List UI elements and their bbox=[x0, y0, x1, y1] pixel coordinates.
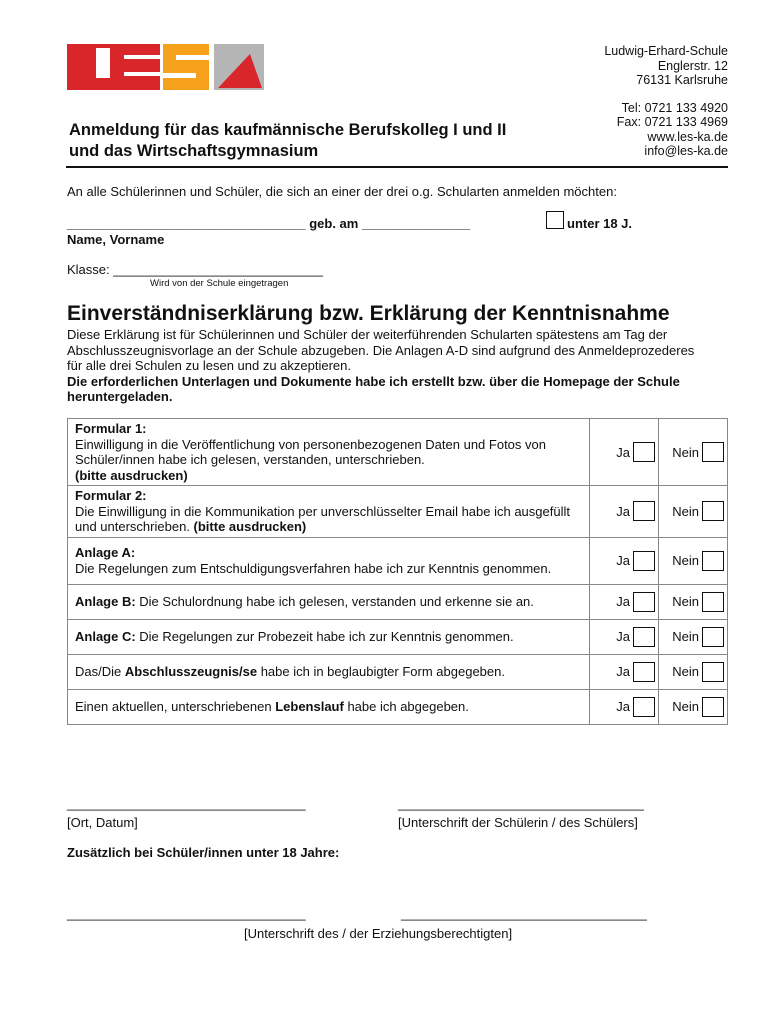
statement-text: Einen aktuellen, unterschriebenen bbox=[75, 698, 276, 714]
class-note: Wird von der Schule eingetragen bbox=[150, 278, 289, 289]
fax: Fax: 0721 133 4969 bbox=[616, 115, 728, 129]
address-line: 76131 Karlsruhe bbox=[636, 73, 728, 87]
form-title: Anmeldung für das kaufmännische Berufskolleg I und II und das Wirtschaftsgymnasium bbox=[69, 121, 507, 160]
statement-text: Anlage C: bbox=[75, 628, 136, 644]
ja-cell bbox=[590, 584, 659, 619]
statement-text: (bitte ausdrucken) bbox=[75, 467, 188, 483]
nein-checkbox[interactable] bbox=[702, 501, 724, 521]
row-statement bbox=[68, 419, 590, 486]
section-heading: Einverständniserklärung bzw. Erklärung der Kenntnisnahme bbox=[67, 302, 670, 325]
email-link[interactable]: info@les-ka.de bbox=[644, 144, 728, 158]
ja-checkbox[interactable] bbox=[633, 592, 655, 612]
statement-text: Formular 1: bbox=[75, 421, 147, 436]
ja-checkbox[interactable] bbox=[633, 442, 655, 462]
nein-label: Nein bbox=[672, 553, 699, 568]
row-statement bbox=[68, 689, 590, 724]
instructions-paragraph: Diese Erklärung ist für Schülerinnen und Schüler der weiterführenden Schularten spätestens am Tag der Abschlusszeugnisvorlage an der Schule abzugeben. Die Anlagen A-D sind aufgrund des Anmeldeprozederes für alle drei Schulen zu lesen und zu akzeptieren. Die erforderlichen Unterlagen und Dokumente habe ich erstellt bzw. über die Homepage der Schule heruntergeladen. bbox=[67, 327, 695, 404]
statement-text: Abschlusszeugnis/se bbox=[124, 663, 258, 679]
guardian-signature-label: [Unterschrift des / der Erziehungsberechtigten] bbox=[244, 926, 513, 941]
statement-text: Formular 2: bbox=[75, 488, 147, 503]
nein-label: Nein bbox=[672, 594, 699, 609]
row-statement bbox=[68, 619, 590, 654]
ja-cell bbox=[590, 419, 659, 486]
table-row bbox=[68, 619, 728, 654]
school-address bbox=[604, 44, 728, 159]
nein-cell bbox=[659, 486, 728, 538]
ja-cell bbox=[590, 689, 659, 724]
logo-letter-s-block bbox=[163, 44, 209, 90]
ja-label: Ja bbox=[616, 629, 630, 644]
header-divider bbox=[66, 166, 728, 168]
nein-checkbox[interactable] bbox=[702, 697, 724, 717]
guardian-place-line[interactable]: _________________________________ bbox=[67, 906, 306, 921]
under-18-note: Zusätzlich bei Schüler/innen unter 18 Jahre: bbox=[67, 845, 340, 860]
ja-checkbox[interactable] bbox=[633, 551, 655, 571]
name-field[interactable]: _________________________________ bbox=[67, 216, 306, 231]
ja-cell bbox=[590, 537, 659, 584]
row-statement bbox=[68, 486, 590, 538]
ja-label: Ja bbox=[616, 503, 630, 519]
table-row bbox=[68, 537, 728, 584]
ja-checkbox[interactable] bbox=[633, 627, 655, 647]
nein-label: Nein bbox=[672, 629, 699, 644]
statement-text: Die Regelungen zur Probezeit habe ich zur Kenntnis genommen. bbox=[135, 628, 514, 644]
name-label: Name, Vorname bbox=[67, 232, 165, 247]
row-statement bbox=[68, 537, 590, 584]
student-signature-line[interactable]: __________________________________ bbox=[398, 796, 644, 811]
row-statement bbox=[68, 654, 590, 689]
ja-label: Ja bbox=[616, 444, 630, 460]
statement-text: Die Schulordnung habe ich gelesen, verstanden und erkenne sie an. bbox=[135, 593, 534, 609]
name-birth-line: _________________________________ geb. am _______________ bbox=[67, 216, 471, 231]
class-line: Klasse: _____________________________ bbox=[67, 262, 323, 277]
nein-checkbox[interactable] bbox=[702, 442, 724, 462]
birthdate-field[interactable]: _______________ bbox=[361, 216, 471, 231]
table-row bbox=[68, 654, 728, 689]
place-date-line[interactable]: _________________________________ bbox=[67, 796, 306, 811]
statement-text: habe ich abgegeben. bbox=[343, 698, 469, 714]
statement-text: Das/Die bbox=[75, 663, 125, 679]
statement-text: Die Regelungen zum Entschuldigungsverfahren habe ich zur Kenntnis genommen. bbox=[75, 560, 552, 576]
guardian-signature-line[interactable]: __________________________________ bbox=[401, 906, 647, 921]
nein-label: Nein bbox=[672, 503, 699, 519]
nein-label: Nein bbox=[672, 444, 699, 460]
address-line: Ludwig-Erhard-Schule bbox=[604, 44, 728, 58]
student-signature-label: [Unterschrift der Schülerin / des Schülers] bbox=[398, 815, 638, 830]
nein-cell bbox=[659, 689, 728, 724]
statement-text: Anlage B: bbox=[75, 593, 136, 609]
ja-checkbox[interactable] bbox=[633, 697, 655, 717]
statement-text: habe ich in beglaubigter Form abgegeben. bbox=[257, 663, 505, 679]
intro-text: An alle Schülerinnen und Schüler, die sich an einer der drei o.g. Schularten anmelden möchten: bbox=[67, 184, 617, 199]
nein-checkbox[interactable] bbox=[702, 627, 724, 647]
under-18-checkbox[interactable] bbox=[546, 211, 564, 229]
row-statement bbox=[68, 584, 590, 619]
nein-label: Nein bbox=[672, 664, 699, 679]
under-18-label: unter 18 J. bbox=[567, 216, 633, 231]
table-row bbox=[68, 584, 728, 619]
ja-checkbox[interactable] bbox=[633, 662, 655, 682]
nein-cell bbox=[659, 654, 728, 689]
table-row bbox=[68, 689, 728, 724]
ja-label: Ja bbox=[616, 594, 630, 609]
address-line: Englerstr. 12 bbox=[657, 58, 728, 73]
nein-checkbox[interactable] bbox=[702, 662, 724, 682]
nein-cell bbox=[659, 419, 728, 486]
ja-checkbox[interactable] bbox=[633, 501, 655, 521]
ja-cell bbox=[590, 654, 659, 689]
statement-text: (bitte ausdrucken) bbox=[193, 519, 307, 534]
class-field[interactable]: _____________________________ bbox=[113, 262, 323, 277]
statement-text: Anlage A: bbox=[75, 545, 136, 560]
phone: Tel: 0721 133 4920 bbox=[621, 100, 728, 115]
logo-letter-e-block bbox=[110, 44, 160, 90]
nein-label: Nein bbox=[672, 699, 699, 714]
nein-checkbox[interactable] bbox=[702, 551, 724, 571]
website-link[interactable]: www.les-ka.de bbox=[647, 129, 728, 144]
nein-cell bbox=[659, 584, 728, 619]
place-date-label: [Ort, Datum] bbox=[67, 815, 138, 830]
nein-checkbox[interactable] bbox=[702, 592, 724, 612]
logo-triangle-icon bbox=[214, 44, 264, 90]
table-row bbox=[68, 486, 728, 538]
ja-label: Ja bbox=[616, 553, 630, 568]
statement-text: Die Einwilligung in die Kommunikation per unverschlüsselter Email habe ich ausgefüllt und unterschrieben. bbox=[75, 503, 570, 534]
ja-label: Ja bbox=[616, 699, 630, 714]
ja-cell bbox=[590, 486, 659, 538]
ja-label: Ja bbox=[616, 664, 630, 679]
statement-text: Einwilligung in die Veröffentlichung von personenbezogenen Daten und Fotos von Schüler/innen habe ich gelesen, verstanden, unterschrieben. bbox=[75, 436, 546, 467]
ja-cell bbox=[590, 619, 659, 654]
statement-text: Lebenslauf bbox=[275, 698, 344, 714]
nein-cell bbox=[659, 619, 728, 654]
consent-table bbox=[67, 418, 728, 725]
table-row bbox=[68, 419, 728, 486]
nein-cell bbox=[659, 537, 728, 584]
